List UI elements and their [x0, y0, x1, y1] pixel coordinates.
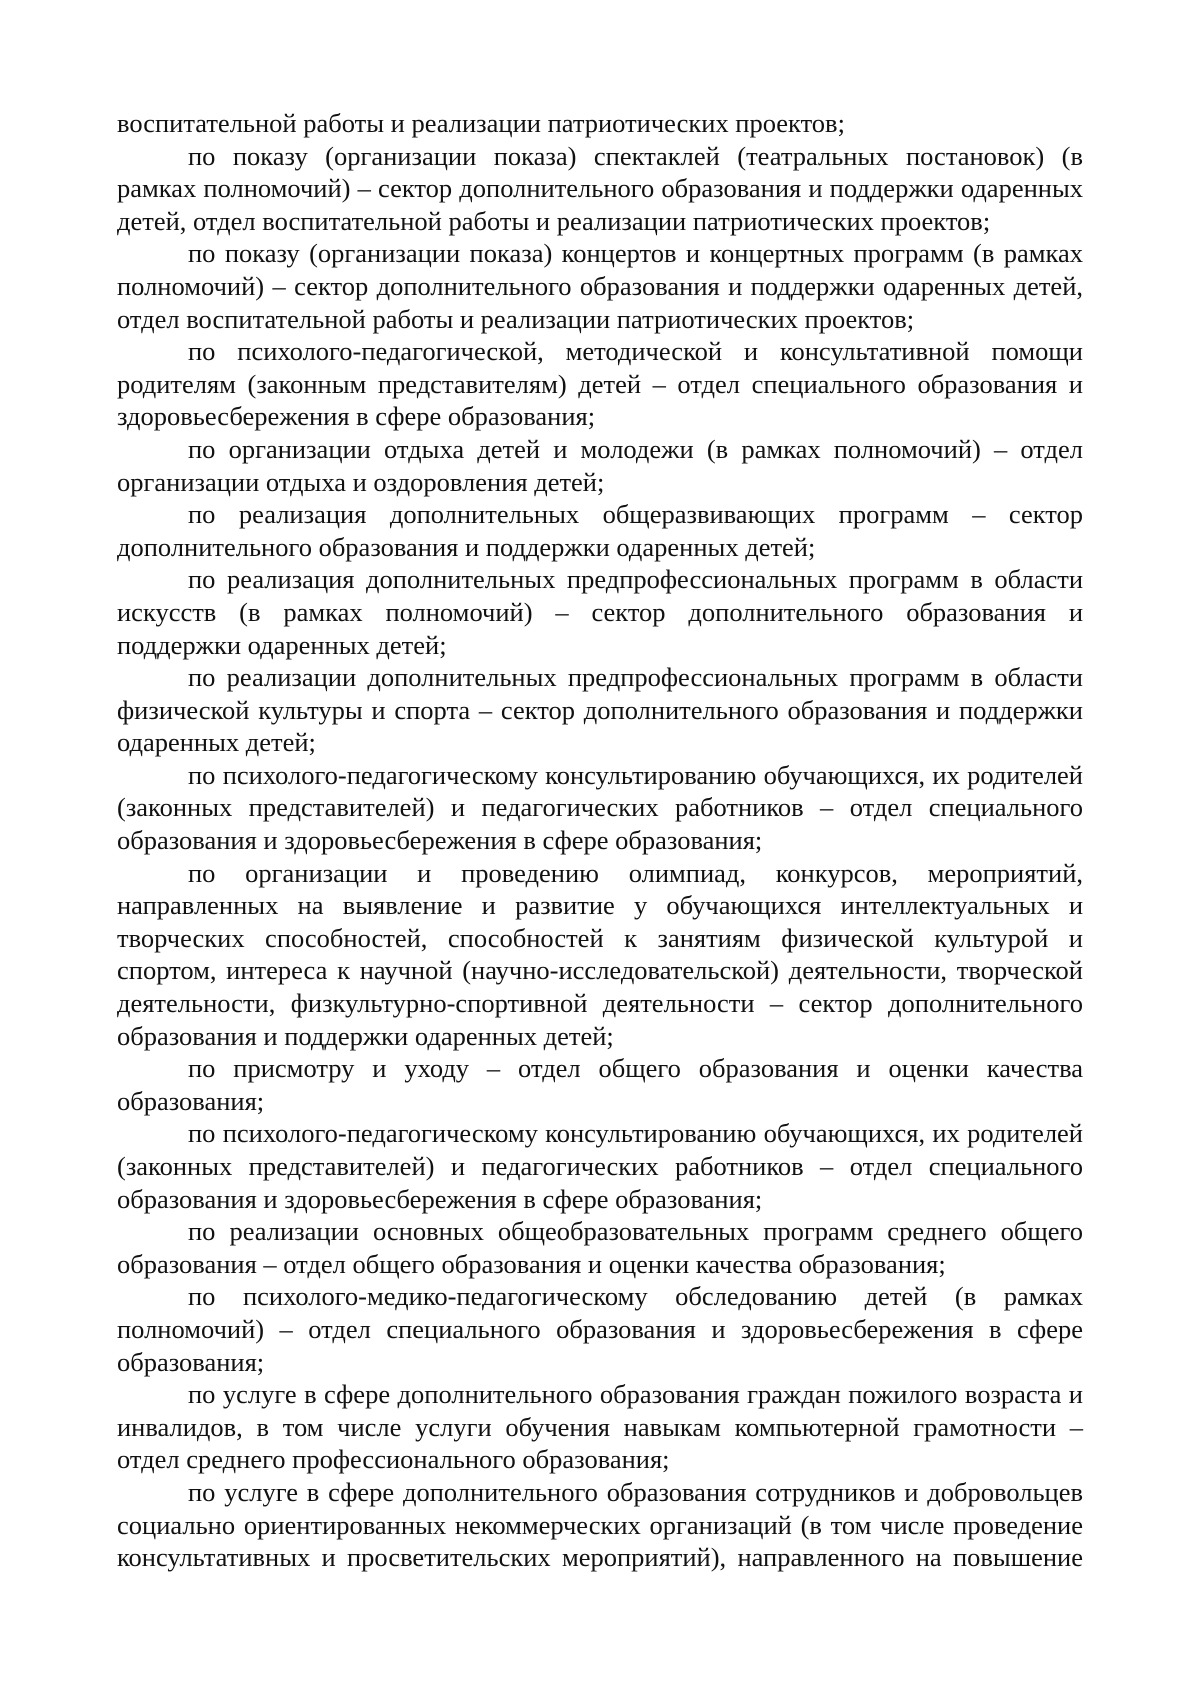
paragraph: по организации отдыха детей и молодежи (в рамках полномочий) – отдел организации отдыха и оздоровления детей; [117, 433, 1083, 497]
paragraph: по показу (организации показа) спектаклей (театральных постановок) (в рамках полномочий) – сектор дополнительного образования и поддержки одаренных детей, отдел воспитательной работы и реализации патриотических проектов; [117, 140, 1083, 236]
paragraph: по реализации основных общеобразовательных программ среднего общего образования – отдел общего образования и оценки качества образования; [117, 1216, 1083, 1279]
paragraph: по психолого-медико-педагогическому обследованию детей (в рамках полномочий) – отдел специального образования и здоровьесбережения в сфере образования; [117, 1281, 1083, 1377]
paragraph: по услуге в сфере дополнительного образования сотрудников и добровольцев социально ориентированных некоммерческих организаций (в том числе проведение консультативных и просветительских мероприятий), направленного на повышение [117, 1476, 1083, 1573]
paragraph: по реализация дополнительных предпрофессиональных программ в области искусств (в рамках полномочий) – сектор дополнительного образования и поддержки одаренных детей; [117, 564, 1083, 660]
paragraph: по реализация дополнительных общеразвивающих программ – сектор дополнительного образования и поддержки одаренных детей; [117, 499, 1083, 562]
paragraph: по услуге в сфере дополнительного образования граждан пожилого возраста и инвалидов, в том числе услуги обучения навыкам компьютерной грамотности – отдел среднего профессионального образования; [117, 1379, 1083, 1475]
paragraph: по психолого-педагогической, методической и консультативной помощи родителям (законным представителям) детей – отдел специального образования и здоровьесбережения в сфере образования; [117, 336, 1083, 432]
paragraph: воспитательной работы и реализации патриотических проектов; [117, 108, 845, 138]
paragraph: по реализации дополнительных предпрофессиональных программ в области физической культуры и спорта – сектор дополнительного образования и поддержки одаренных детей; [117, 662, 1083, 758]
document-page [117, 107, 1083, 1574]
paragraph: по психолого-педагогическому консультированию обучающихся, их родителей (законных представителей) и педагогических работников – отдел специального образования и здоровьесбережения в сфере образования; [117, 1118, 1083, 1214]
paragraph: по организации и проведению олимпиад, конкурсов, мероприятий, направленных на выявление и развитие у обучающихся интеллектуальных и творческих способностей, способностей к занятиям физической культурой и спортом, интереса к научной (научно-исследовательской) деятельности, творческой деятельности, физкультурно-спортивной деятельности – сектор дополнительного образования и поддержки одаренных детей; [117, 857, 1083, 1051]
paragraph: по показу (организации показа) концертов и концертных программ (в рамках полномочий) – сектор дополнительного образования и поддержки одаренных детей, отдел воспитательной работы и реализации патриотических проектов; [117, 238, 1083, 334]
paragraph: по присмотру и уходу – отдел общего образования и оценки качества образования; [117, 1053, 1083, 1116]
paragraph: по психолого-педагогическому консультированию обучающихся, их родителей (законных представителей) и педагогических работников – отдел специального образования и здоровьесбережения в сфере образования; [117, 759, 1083, 856]
